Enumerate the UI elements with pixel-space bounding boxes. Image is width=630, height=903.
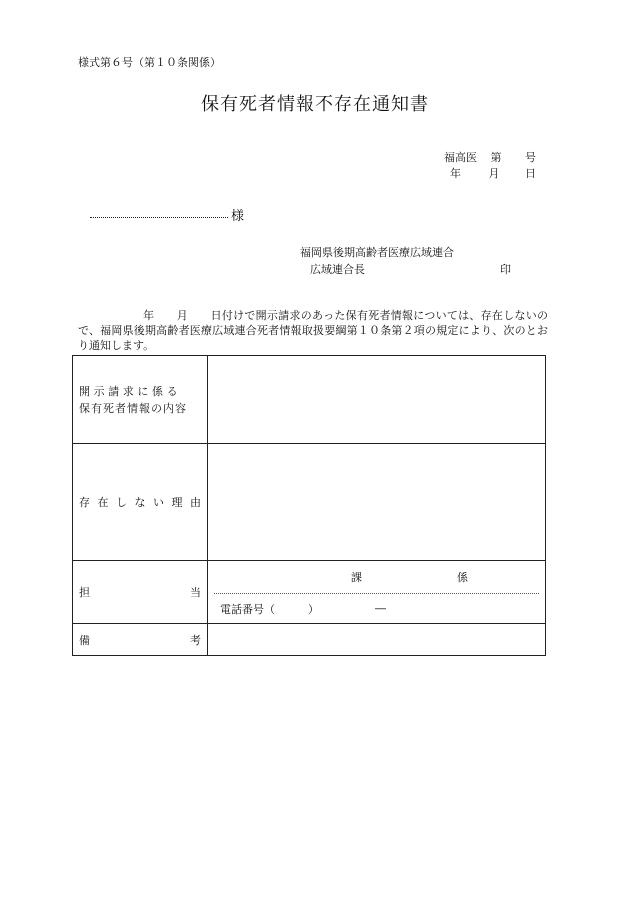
seal-mark: 印 [500, 263, 511, 276]
document-title: 保有死者情報不存在通知書 [201, 94, 429, 115]
sender-organization: 福岡県後期高齢者医療広域連合 [300, 246, 454, 259]
label-reason [73, 444, 208, 561]
form-number: 様式第６号（第１０条関係） [78, 56, 221, 69]
issue-year: 年 [450, 167, 461, 180]
table-row-person-in-charge [73, 561, 546, 624]
issue-go: 号 [525, 151, 536, 164]
label-request-content [73, 356, 208, 444]
label-char: な [134, 496, 146, 509]
table-row-reason [73, 444, 546, 561]
issue-day: 日 [525, 167, 536, 180]
field-reason[interactable] [208, 444, 546, 561]
phone-dash: ― [375, 602, 386, 615]
issue-dai: 第 [490, 151, 502, 164]
label-request-content-l2: 保有死者情報の内容 [79, 401, 187, 415]
phone-line [214, 594, 539, 623]
notice-table [72, 355, 546, 656]
field-request-content[interactable] [208, 356, 546, 444]
sender-title: 広域連合長 [310, 263, 365, 276]
sender-block [300, 244, 454, 278]
label-char: い [153, 496, 164, 509]
label-char: 存 [79, 496, 90, 509]
label-char: 担 [79, 586, 90, 599]
notice-body [78, 308, 548, 353]
table-row-content [73, 356, 546, 444]
issue-office: 福高医 [444, 151, 477, 164]
label-char: 理 [171, 496, 183, 509]
table-row-remarks [73, 624, 546, 656]
phone-label: 電話番号（ ） [220, 602, 319, 616]
department-ka: 課 [351, 571, 362, 584]
label-char: 在 [97, 496, 109, 509]
issue-month: 月 [488, 167, 500, 180]
addressee-honorific: 様 [231, 209, 245, 224]
addressee-blank-line [90, 217, 228, 218]
notice-body-text: 年 月 日付けで開示請求のあった保有死者情報については、存在しないので、福岡県後期高齢者医療広域連合死者情報取扱要綱第１０条第２項の規定により、次のとおり通知します。 [78, 309, 548, 352]
label-person-in-charge [73, 561, 208, 624]
label-char: 当 [190, 586, 201, 599]
issue-info [444, 150, 536, 182]
department-line [214, 561, 539, 594]
section-kakari: 係 [457, 571, 468, 584]
label-request-content-l1: 開示請求に係る [79, 384, 182, 398]
field-person-in-charge[interactable] [208, 561, 546, 624]
label-char: 由 [190, 496, 201, 509]
label-remarks [73, 624, 208, 656]
label-char: し [116, 496, 127, 509]
label-char: 考 [190, 633, 201, 647]
field-remarks[interactable] [208, 624, 546, 656]
label-char: 備 [79, 633, 90, 647]
